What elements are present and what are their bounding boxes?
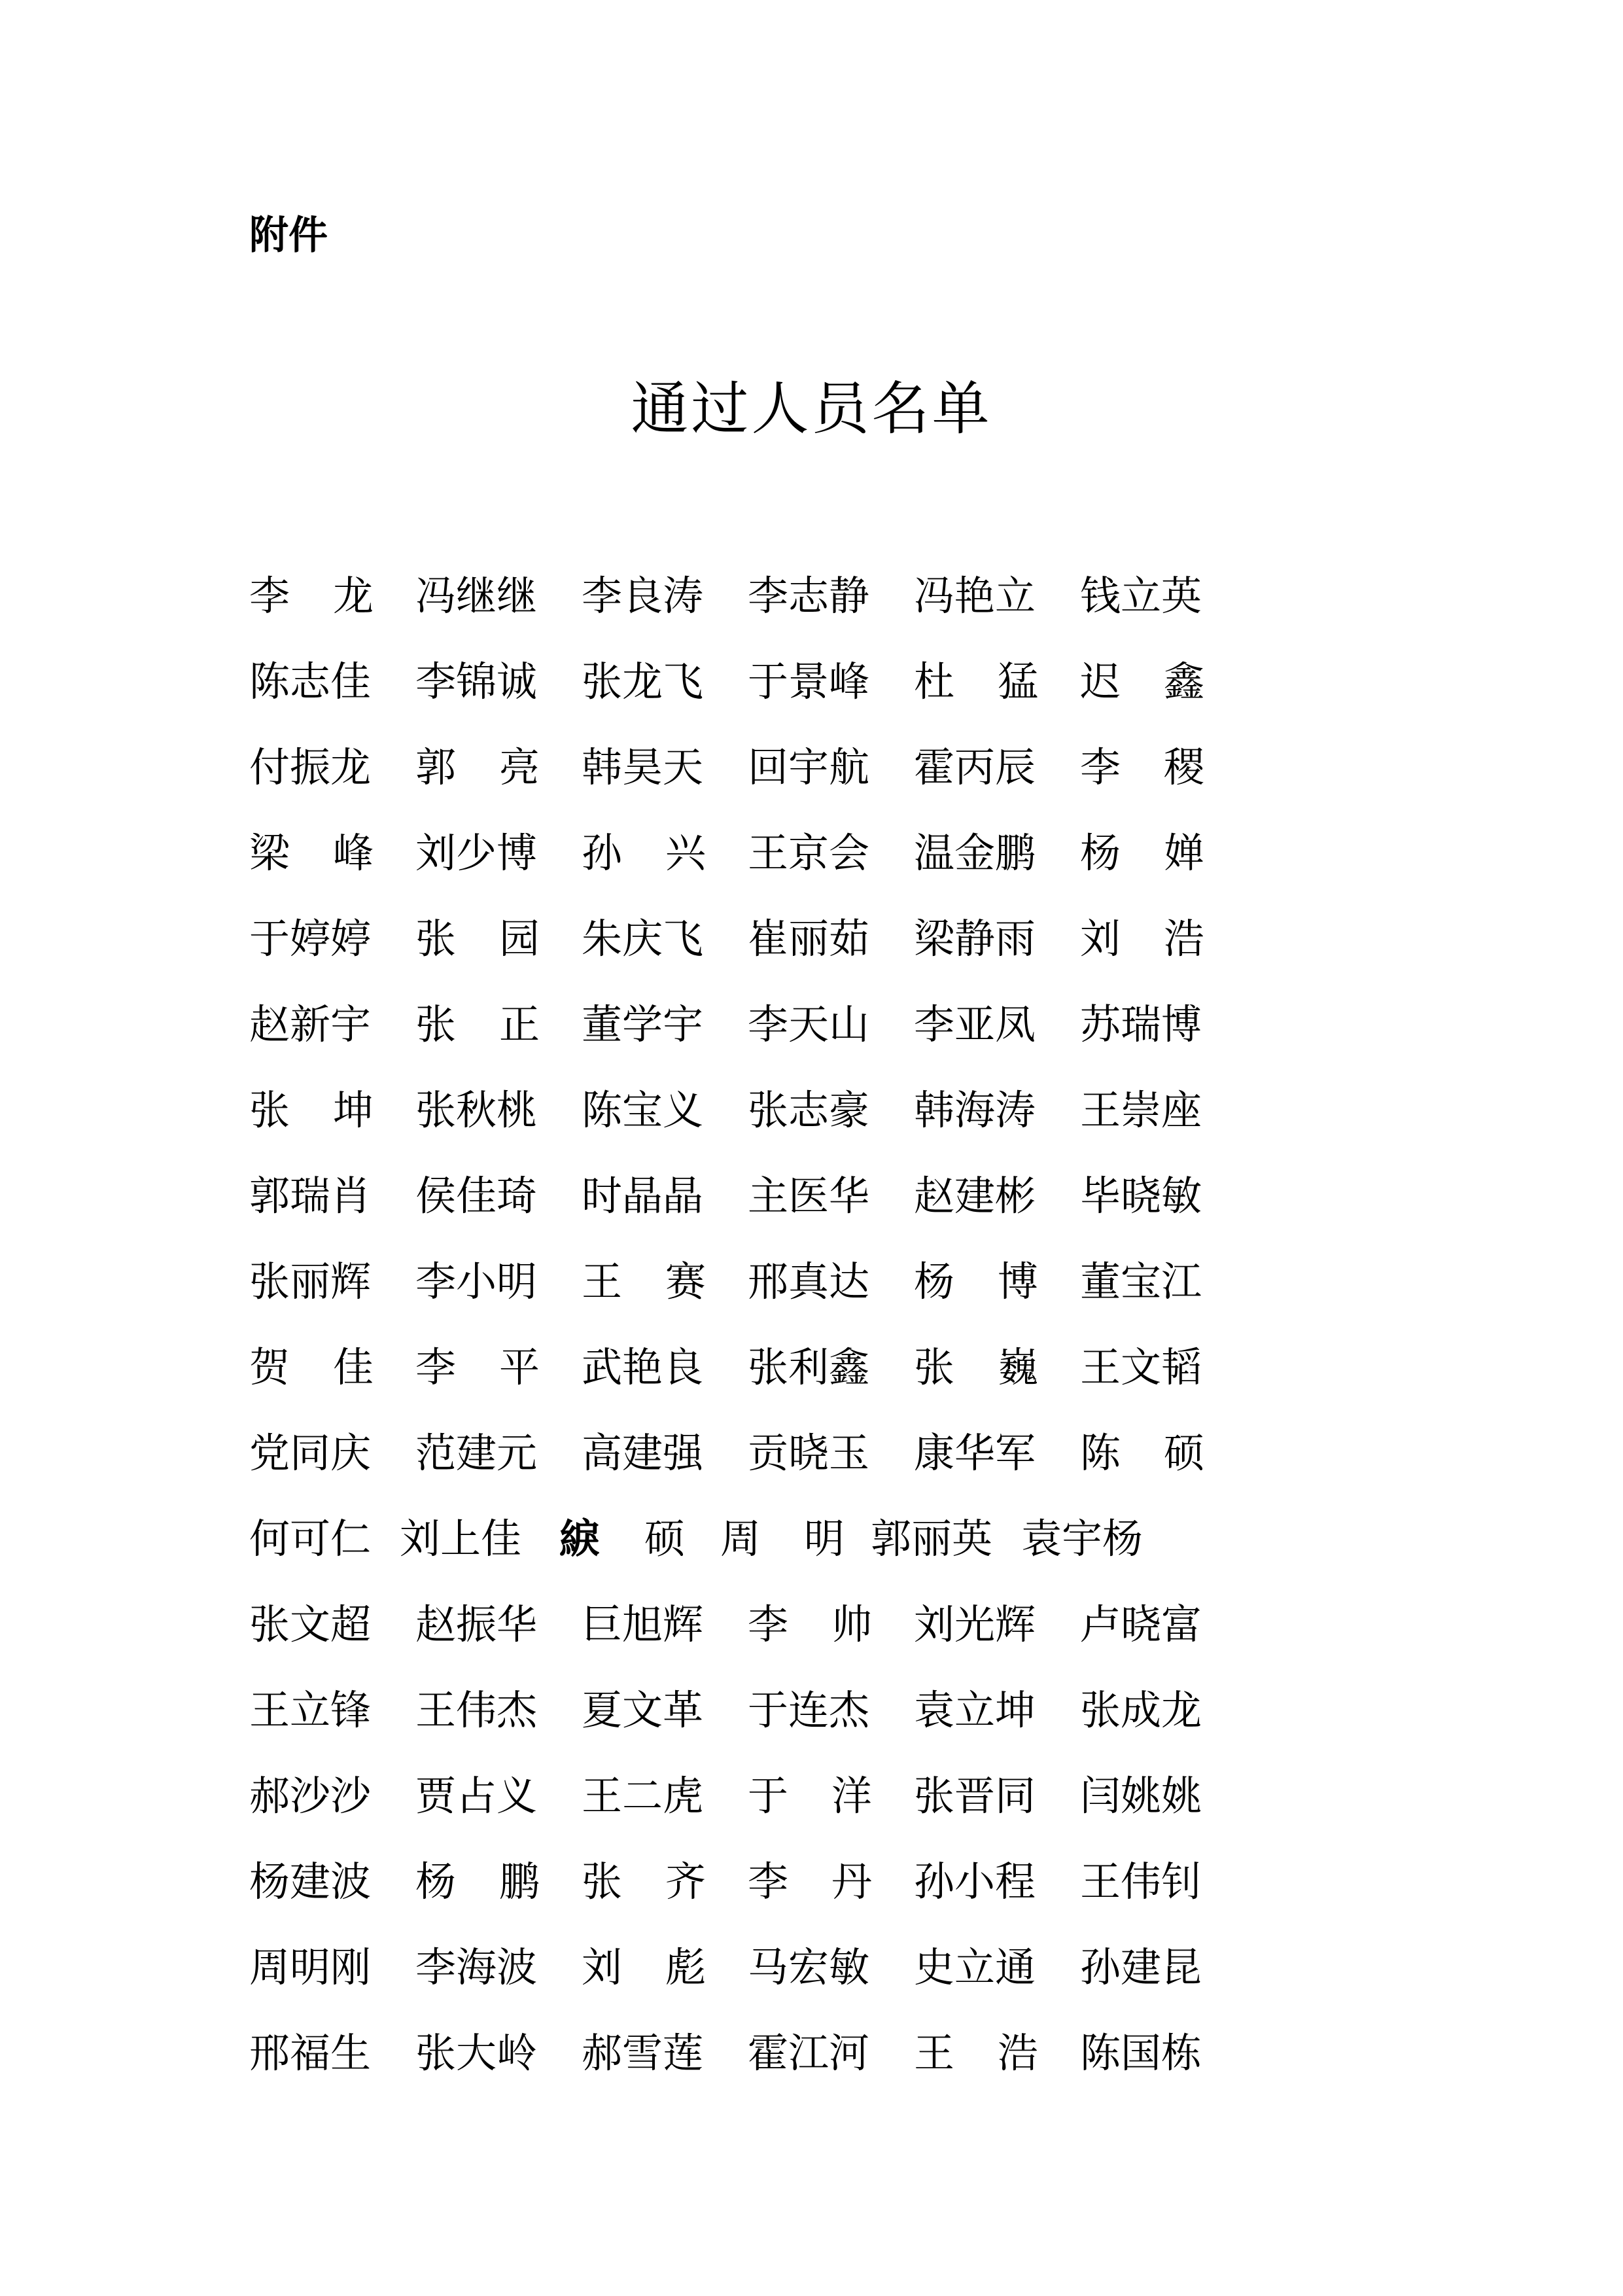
name-cell: 张秋桃 [415,1086,538,1134]
name-cell: 毕晓敏 [1080,1171,1202,1220]
name-cell: 王伟杰 [415,1686,538,1734]
name-cell: 董学宇 [582,1000,704,1048]
name-cell: 康华军 [914,1428,1036,1477]
name-cell: 时晶晶 [582,1171,704,1220]
names-row [249,2010,1211,2096]
name-cell: 张 齐 [582,1857,706,1905]
name-cell: 李亚凤 [914,1000,1036,1048]
name-cell: 张 巍 [914,1343,1038,1391]
name-cell: 刘 彪 [582,1943,706,1991]
name-cell: 刘 浩 [1080,914,1204,963]
name-cell: 张志豪 [748,1086,870,1134]
names-row [249,1581,1211,1667]
name-cell: 张 坤 [249,1086,374,1134]
name-cell: 高建强 [582,1428,704,1477]
names-row [249,1153,1211,1239]
name-cell: 张 园 [415,914,540,963]
names-row [249,981,1211,1067]
name-cell: 王崇座 [1080,1086,1202,1134]
name-cell: 綟 [559,1514,600,1563]
name-cell: 苏瑞博 [1080,1000,1202,1048]
name-cell: 李良涛 [582,571,704,620]
name-cell: 王 赛 [582,1257,706,1305]
name-cell: 于婷婷 [249,914,372,963]
names-row [249,1410,1211,1496]
name-cell: 袁宇杨 [1021,1514,1143,1563]
name-cell: 王文韬 [1080,1343,1202,1391]
name-cell: 李小明 [415,1257,538,1305]
name-cell: 杨 婵 [1080,828,1204,877]
name-cell: 杨 博 [914,1257,1038,1305]
name-cell: 冯艳立 [914,571,1036,620]
names-row [249,553,1211,639]
name-cell: 赵新宇 [249,1000,372,1048]
name-cell: 贺 佳 [249,1343,374,1391]
name-cell: 赵建彬 [914,1171,1036,1220]
name-cell: 张 正 [415,1000,540,1048]
name-cell: 李海波 [415,1943,538,1991]
name-cell: 回宇航 [748,743,870,791]
names-list [249,553,1211,2096]
name-cell: 邢真达 [748,1257,870,1305]
name-cell: 张晋同 [914,1771,1036,1820]
name-cell: 何可仁 [249,1514,372,1563]
name-cell: 刘上佳 [400,1514,522,1563]
name-cell: 孙建昆 [1080,1943,1202,1991]
name-cell: 钱立英 [1080,571,1202,620]
name-cell: 梁 峰 [249,828,374,877]
name-cell: 夏文革 [582,1686,704,1734]
page-title: 通过人员名单 [631,375,992,442]
name-cell: 霍丙辰 [914,743,1036,791]
name-cell: 韩昊天 [582,743,704,791]
name-cell: 史立通 [914,1943,1036,1991]
name-cell: 王 浩 [914,2028,1038,2077]
name-cell: 贡晓玉 [748,1428,870,1477]
name-cell: 邢福生 [249,2028,372,2077]
name-cell: 巨旭辉 [582,1600,704,1648]
name-cell: 杨建波 [249,1857,372,1905]
name-cell: 于景峰 [748,657,870,705]
name-cell: 董宝江 [1080,1257,1202,1305]
name-cell: 贾占义 [415,1771,538,1820]
name-cell: 张大岭 [415,2028,538,2077]
name-cell: 李志静 [748,571,870,620]
names-row [249,724,1211,810]
name-cell: 霍江河 [748,2028,870,2077]
name-cell: 张龙飞 [582,657,704,705]
name-cell: 范建元 [415,1428,538,1477]
name-cell: 张成龙 [1080,1686,1202,1734]
name-cell: 李锦诚 [415,657,538,705]
name-cell: 于连杰 [748,1686,870,1734]
name-cell: 郭 亮 [415,743,540,791]
name-cell: 李 龙 [249,571,374,620]
name-cell: 郝雪莲 [582,2028,704,2077]
name-cell: 硕 [644,1514,685,1563]
name-cell: 韩海涛 [914,1086,1036,1134]
name-cell: 陈国栋 [1080,2028,1202,2077]
name-cell: 崔丽茹 [748,914,870,963]
names-row [249,810,1211,896]
name-cell: 卢晓富 [1080,1600,1202,1648]
name-cell: 陈宝义 [582,1086,704,1134]
name-cell: 张利鑫 [748,1343,870,1391]
name-cell: 李 稷 [1080,743,1204,791]
name-cell: 武艳良 [582,1343,704,1391]
name-cell: 陈志佳 [249,657,372,705]
name-cell: 李 平 [415,1343,540,1391]
name-cell: 迟 鑫 [1080,657,1204,705]
names-row [249,1924,1211,2010]
name-cell: 王二虎 [582,1771,704,1820]
names-row [249,1067,1211,1153]
name-cell: 郭丽英 [871,1514,993,1563]
name-cell: 闫姚姚 [1080,1771,1202,1820]
names-row [249,1496,1211,1581]
names-row [249,1239,1211,1324]
names-row [249,1839,1211,1924]
name-cell: 李 丹 [748,1857,872,1905]
name-cell: 侯佳琦 [415,1171,538,1220]
name-cell: 刘光辉 [914,1600,1036,1648]
name-cell: 孙 兴 [582,828,706,877]
name-cell: 党同庆 [249,1428,372,1477]
names-row [249,639,1211,724]
name-cell: 李天山 [748,1000,870,1048]
name-cell: 陈 硕 [1080,1428,1204,1477]
name-cell: 刘少博 [415,828,538,877]
names-row [249,1324,1211,1410]
name-cell: 王伟钊 [1080,1857,1202,1905]
name-cell: 王京会 [748,828,870,877]
name-cell: 朱庆飞 [582,914,704,963]
name-cell: 温金鹏 [914,828,1036,877]
name-cell: 主医华 [748,1171,870,1220]
name-cell: 袁立坤 [914,1686,1036,1734]
names-row [249,1667,1211,1753]
name-cell: 王立锋 [249,1686,372,1734]
name-cell: 周明刚 [249,1943,372,1991]
name-cell: 于 洋 [748,1771,872,1820]
name-cell: 梁静雨 [914,914,1036,963]
name-cell: 张文超 [249,1600,372,1648]
names-row [249,896,1211,981]
name-cell: 马宏敏 [748,1943,870,1991]
name-cell: 杜 猛 [914,657,1038,705]
name-cell: 郝沙沙 [249,1771,372,1820]
name-cell: 李 帅 [748,1600,872,1648]
name-cell: 郭瑞肖 [249,1171,372,1220]
name-cell: 周 明 [720,1514,845,1563]
name-cell: 孙小程 [914,1857,1036,1905]
names-row [249,1753,1211,1839]
attachment-label: 附件 [249,213,328,258]
name-cell: 付振龙 [249,743,372,791]
name-cell: 杨 鹏 [415,1857,540,1905]
name-cell: 冯继继 [415,571,538,620]
name-cell: 赵振华 [415,1600,538,1648]
name-cell: 张丽辉 [249,1257,372,1305]
